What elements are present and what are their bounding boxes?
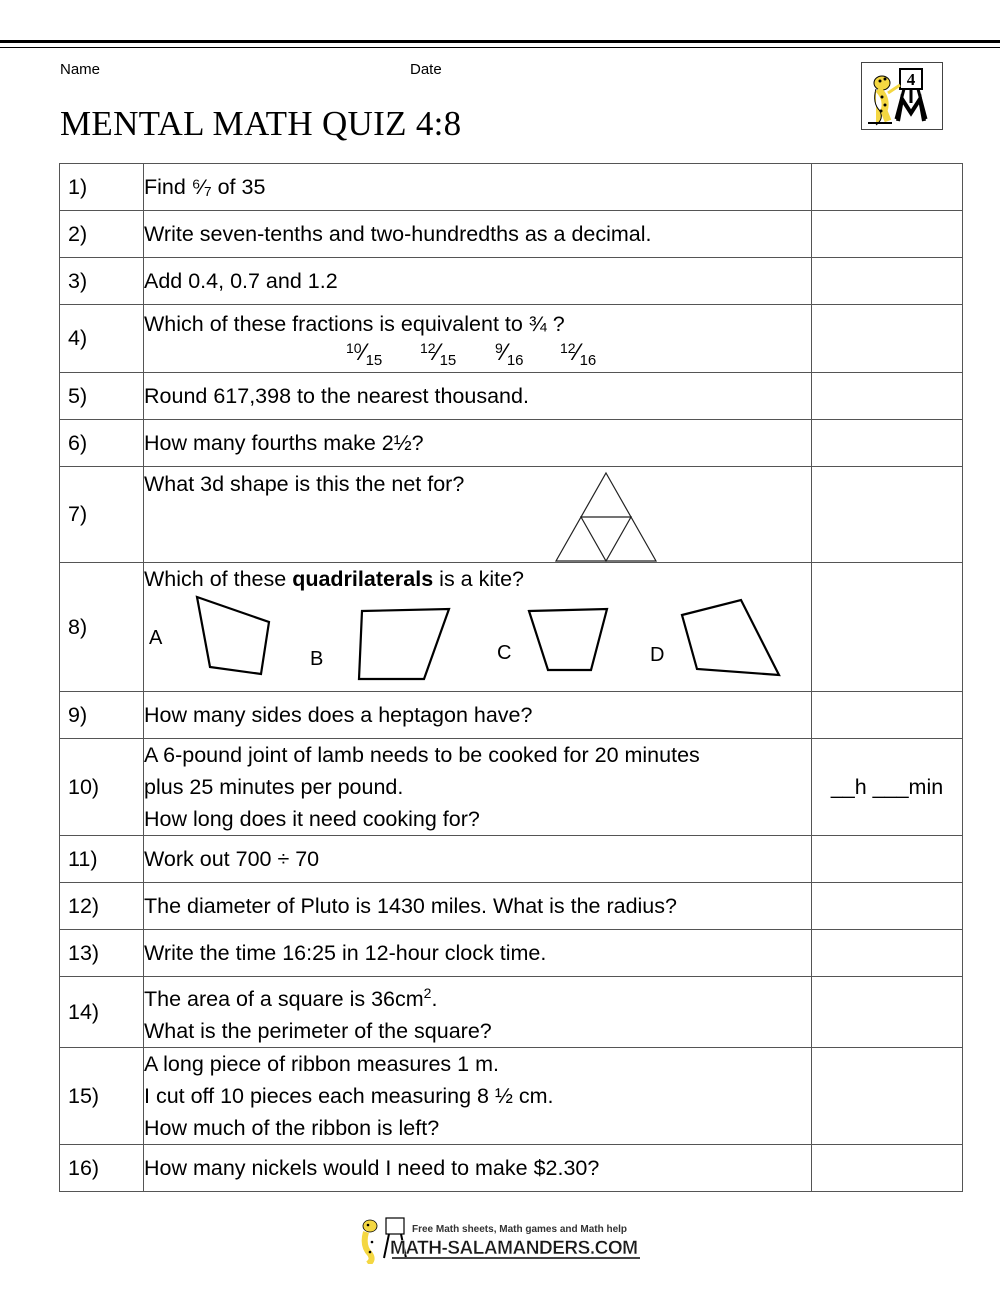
question-number: 15) <box>60 1048 144 1145</box>
tetrahedron-net-diagram <box>554 471 658 563</box>
question-row <box>60 1048 963 1145</box>
shape-c <box>529 609 607 670</box>
question-row <box>60 883 963 930</box>
question-row <box>60 420 963 467</box>
answer-box[interactable] <box>812 258 963 305</box>
top-rule-thin <box>0 47 1000 48</box>
answer-box[interactable] <box>812 305 963 373</box>
question-text: How many fourths make 2½? <box>144 420 812 467</box>
question-number: 10) <box>60 739 144 836</box>
question-text: Which of these quadrilaterals is a kite? A B C D <box>144 563 812 692</box>
answer-box[interactable] <box>812 211 963 258</box>
question-text: How many sides does a heptagon have? <box>144 692 812 739</box>
option-label: A <box>149 627 163 649</box>
question-number: 2) <box>60 211 144 258</box>
fraction-option: $^{10}⁄_{15}$ <box>346 338 383 369</box>
question-text: Write the time 16:25 in 12-hour clock time. <box>144 930 812 977</box>
question-number: 14) <box>60 977 144 1048</box>
question-text: Round 617,398 to the nearest thousand. <box>144 373 812 420</box>
option-label: C <box>497 642 512 664</box>
footer-logo <box>352 1214 652 1264</box>
question-text: How many nickels would I need to make $2.30? <box>144 1145 812 1192</box>
question-number: 16) <box>60 1145 144 1192</box>
question-row <box>60 836 963 883</box>
question-number: 5) <box>60 373 144 420</box>
answer-box[interactable] <box>812 1145 963 1192</box>
question-text: A 6-pound joint of lamb needs to be cooked for 20 minutes plus 25 minutes per pound. How long does it need cooking for? <box>144 739 812 836</box>
question-number: 3) <box>60 258 144 305</box>
fraction-option: $^{12}⁄_{15}$ <box>420 338 457 369</box>
question-number: 9) <box>60 692 144 739</box>
question-row <box>60 373 963 420</box>
question-row <box>60 977 963 1048</box>
answer-box[interactable] <box>812 883 963 930</box>
option-label: D <box>650 644 665 666</box>
answer-box[interactable] <box>812 977 963 1048</box>
answer-box[interactable] <box>812 373 963 420</box>
question-number: 8) <box>60 563 144 692</box>
question-number: 6) <box>60 420 144 467</box>
question-row <box>60 563 963 692</box>
quiz-table <box>59 163 963 1192</box>
shape-a <box>197 597 269 674</box>
salamander-logo <box>861 62 943 130</box>
answer-box[interactable] <box>812 420 963 467</box>
question-number: 1) <box>60 164 144 211</box>
question-row <box>60 164 963 211</box>
question-row <box>60 305 963 373</box>
question-row <box>60 930 963 977</box>
shape-b <box>359 609 449 679</box>
question-row <box>60 211 963 258</box>
answer-box[interactable] <box>812 164 963 211</box>
question-row <box>60 692 963 739</box>
question-number: 11) <box>60 836 144 883</box>
grade-badge: 4 <box>906 70 916 89</box>
question-text: Find ⁶⁄₇ of 35 <box>144 164 812 211</box>
option-label: B <box>310 648 324 670</box>
question-row <box>60 1145 963 1192</box>
answer-box[interactable] <box>812 930 963 977</box>
question-text: What 3d shape is this the net for? <box>144 467 812 563</box>
date-label: Date <box>410 61 442 78</box>
question-text: A long piece of ribbon measures 1 m. I cut off 10 pieces each measuring 8 ½ cm. How much of the ribbon is left? <box>144 1048 812 1145</box>
shape-d <box>682 600 779 675</box>
fraction-options <box>144 339 811 369</box>
question-text: Add 0.4, 0.7 and 1.2 <box>144 258 812 305</box>
question-row <box>60 739 963 836</box>
fraction-option: $^{12}⁄_{16}$ <box>560 338 597 369</box>
answer-box[interactable] <box>812 692 963 739</box>
quadrilaterals-diagram <box>144 593 804 691</box>
page-title: MENTAL MATH QUIZ 4:8 <box>60 104 462 143</box>
question-text: The diameter of Pluto is 1430 miles. What is the radius? <box>144 883 812 930</box>
answer-box[interactable] <box>812 836 963 883</box>
question-row <box>60 467 963 563</box>
answer-box[interactable] <box>812 467 963 563</box>
top-rule <box>0 40 1000 43</box>
answer-box[interactable] <box>812 563 963 692</box>
question-row <box>60 258 963 305</box>
question-text: Write seven-tenths and two-hundredths as a decimal. <box>144 211 812 258</box>
answer-box[interactable]: __h ___min <box>812 739 963 836</box>
question-text: The area of a square is $36cm^2$. What is the perimeter of the square? <box>144 977 812 1048</box>
question-number: 12) <box>60 883 144 930</box>
question-number: 7) <box>60 467 144 563</box>
question-number: 13) <box>60 930 144 977</box>
fraction-option: $^9⁄_{16}$ <box>495 338 524 369</box>
question-text: Which of these fractions is equivalent to ¾ ? $^{10}⁄_{15}$ $^{12}⁄_{15}$ $^9⁄_{16}$ $^{12}⁄_{16}$ <box>144 305 812 373</box>
question-text: Work out 700 ÷ 70 <box>144 836 812 883</box>
footer-site: MATH-SALAMANDERS.COM <box>390 1238 638 1259</box>
answer-box[interactable] <box>812 1048 963 1145</box>
name-label: Name <box>60 61 101 78</box>
footer-tagline: Free Math sheets, Math games and Math help <box>412 1224 628 1235</box>
question-number: 4) <box>60 305 144 373</box>
